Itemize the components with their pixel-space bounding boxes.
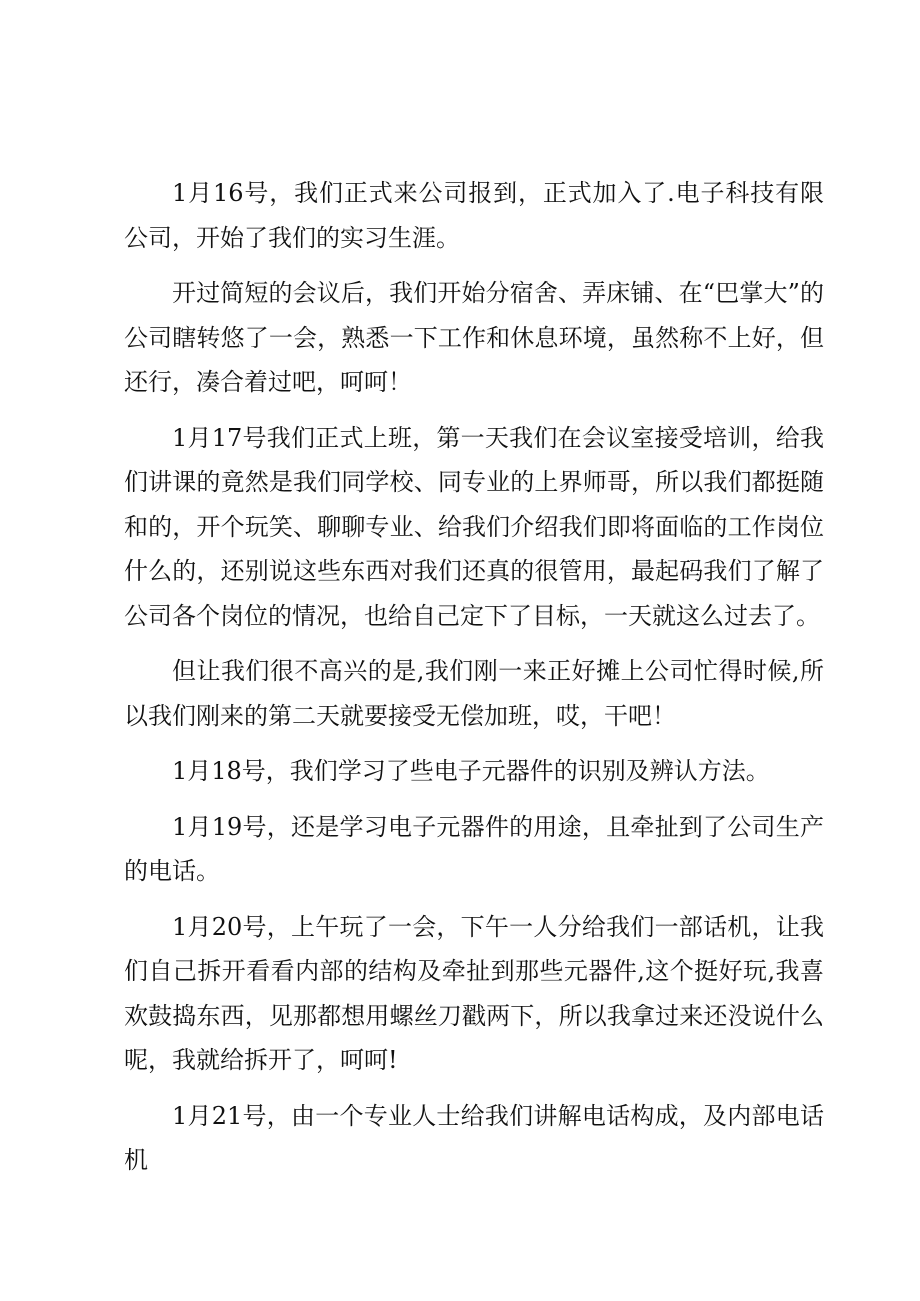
document-body (124, 171, 824, 1194)
paragraph-jan17: 1月17号我们正式上班，第一天我们在会议室接受培训，给我们讲课的竟然是我们同学校、同专业的上界师哥，所以我们都挺随和的，开个玩笑、聊聊专业、给我们介绍我们即将面临的工作岗位什么的，还别说这些东西对我们还真的很管用，最起码我们了解了公司各个岗位的情况，也给自己定下了目标，一天就这么过去了。 (124, 423, 824, 630)
paragraph-jan20: 1月20号，上午玩了一会，下午一人分给我们一部话机，让我们自己拆开看看内部的结构及牵扯到那些元器件,这个挺好玩,我喜欢鼓捣东西，见那都想用螺丝刀戳两下，所以我拿过来还没说什么呢，我就给拆开了，呵呵! (124, 912, 824, 1074)
paragraph-dormitory: 开过简短的会议后，我们开始分宿舍、弄床铺、在“巴掌大”的公司瞎转悠了一会，熟悉一下工作和休息环境，虽然称不上好，但还行，凑合着过吧，呵呵！ (124, 279, 824, 396)
paragraph-jan19: 1月19号，还是学习电子元器件的用途，且牵扯到了公司生产的电话。 (124, 812, 824, 885)
paragraph-jan18: 1月18号，我们学习了些电子元器件的识别及辨认方法。 (172, 757, 770, 785)
paragraph-overtime: 但让我们很不高兴的是,我们刚一来正好摊上公司忙得时候,所以我们刚来的第二天就要接受无偿加班，哎，干吧！ (124, 657, 824, 730)
paragraph-jan16: 1月16号，我们正式来公司报到，正式加入了.电子科技有限公司，开始了我们的实习生涯。 (124, 179, 824, 252)
paragraph-jan21: 1月21号，由一个专业人士给我们讲解电话构成，及内部电话机 (124, 1101, 824, 1174)
